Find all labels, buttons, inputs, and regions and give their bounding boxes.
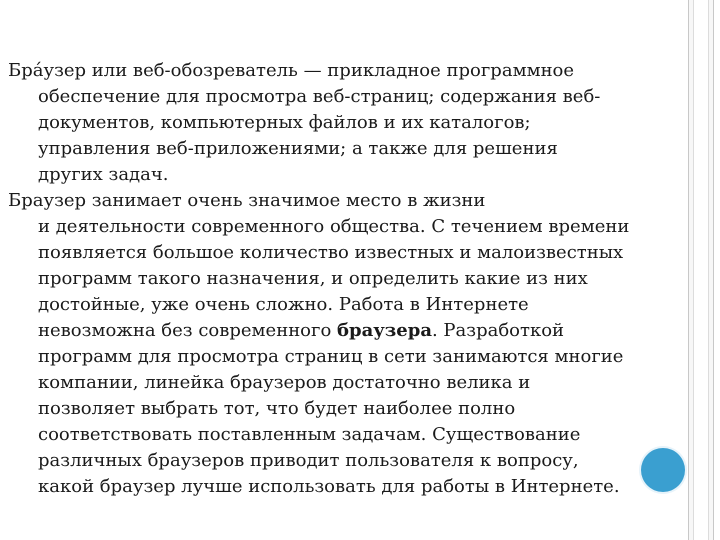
p1-line-5: других задач. xyxy=(38,164,169,185)
slide-right-border-inner xyxy=(693,0,709,540)
slide-top-band xyxy=(0,0,720,30)
paragraph-browser-definition xyxy=(8,58,684,188)
p1-line-4: управления веб-приложениями; а также для решения xyxy=(38,138,558,159)
p2-line-3: появляется большое количество известных и малоизвестных xyxy=(38,242,624,263)
p2-line-9: позволяет выбрать тот, что будет наиболее полно xyxy=(38,398,516,419)
p2-line-5: достойные, уже очень сложно. Работа в Интернете xyxy=(38,294,529,315)
p2-line-2: и деятельности современного общества. С течением времени xyxy=(38,216,630,237)
bold-word-browser: браузера xyxy=(337,320,432,341)
p2-line-8: компании, линейка браузеров достаточно велика и xyxy=(38,372,531,393)
decorative-blue-circle xyxy=(641,448,685,492)
p2-line-12: какой браузер лучше использовать для работы в Интернете. xyxy=(38,476,620,497)
slide-content xyxy=(8,58,684,500)
slide-right-border xyxy=(688,0,714,540)
p2-line-4: программ такого назначения, и определить какие из них xyxy=(38,268,588,289)
p2-line-6-start: невозможна без современного xyxy=(38,320,338,341)
p2-line-7: программ для просмотра страниц в сети занимаются многие xyxy=(38,346,624,367)
p2-line-6-end: . Разработкой xyxy=(431,320,565,341)
p2-line-1: Браузер занимает очень значимое место в жизни xyxy=(8,190,486,211)
p1-line-1: Бра́узер или веб-обозреватель — прикладное программное xyxy=(8,60,575,81)
p2-line-10: соответствовать поставленным задачам. Существование xyxy=(38,424,581,445)
paragraph-browser-importance xyxy=(8,188,684,500)
p1-line-3: документов, компьютерных файлов и их каталогов; xyxy=(38,112,531,133)
p1-line-2: обеспечение для просмотра веб-страниц; содержания веб- xyxy=(38,86,601,107)
p2-line-11: различных браузеров приводит пользователя к вопросу, xyxy=(38,450,579,471)
